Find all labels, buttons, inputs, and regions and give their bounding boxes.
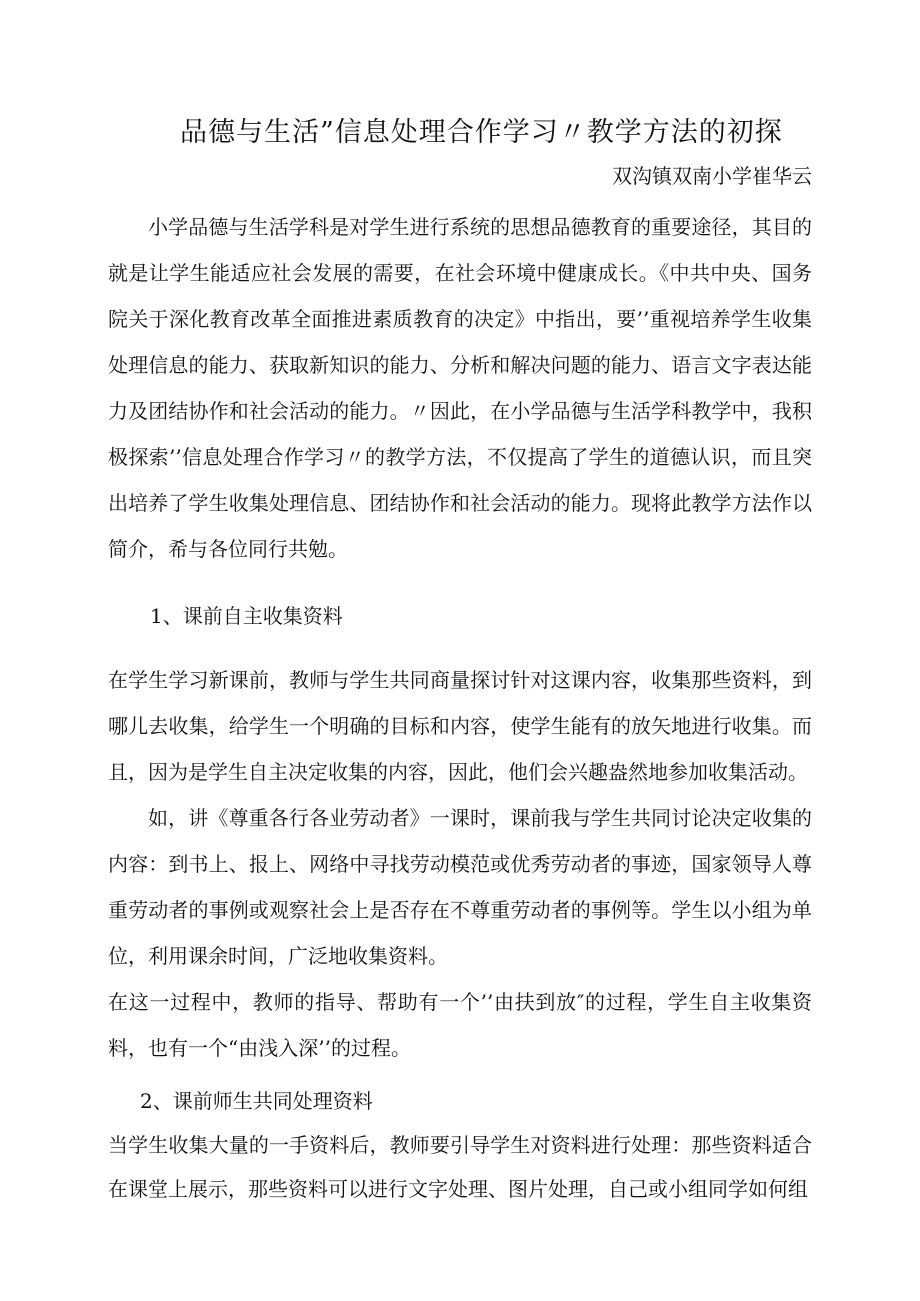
- section-1-paragraph-1: 在学生学习新课前，教师与学生共同商量探讨针对这课内容，收集那些资料，到哪儿去收集，给学生一个明确的目标和内容，使学生能有的放矢地进行收集。而且，因为是学生自主决定收集的内容，因此，他们会兴趣盎然地参加收集活动。: [108, 668, 812, 784]
- intro-paragraph: 小学品德与生活学科是对学生进行系统的思想品德教育的重要途径，其目的就是让学生能适应社会发展的需要，在社会环境中健康成长。《中共中央、国务院关于深化教育改革全面推进素质教育的决定》中指出，要’’重视培养学生收集处理信息的能力、获取新知识的能力、分析和解决问题的能力、语言文字表达能力及团结协作和社会活动的能力。〃因此，在小学品德与生活学科教学中，我积极探索’’信息处理合作学习〃的教学方法，不仅提高了学生的道德认识，而且突出培养了学生收集处理信息、团结协作和社会活动的能力。现将此教学方法作以简介，希与各位同行共勉。: [108, 215, 812, 561]
- section-1-paragraph-3: 在这一过程中，教师的指导、帮助有一个’’由扶到放″的过程，学生自主收集资料，也有一个“由浅入深’’的过程。: [108, 990, 812, 1060]
- section-1-heading: 1、课前自主收集资料: [150, 604, 343, 628]
- document-title: 品德与生活”信息处理合作学习〃教学方法的初探: [180, 117, 783, 148]
- author-line: 双沟镇双南小学崔华云: [612, 164, 812, 188]
- section-2-paragraph-1: 当学生收集大量的一手资料后，教师要引导学生对资料进行处理：那些资料适合在课堂上展示，那些资料可以进行文字处理、图片处理，自己或小组同学如何组: [108, 1133, 812, 1201]
- section-2-heading: 2、课前师生共同处理资料: [140, 1089, 373, 1113]
- section-1-paragraph-2: 如，讲《尊重各行各业劳动者》一课时，课前我与学生共同讨论决定收集的内容：到书上、报上、网络中寻找劳动模范或优秀劳动者的事迹，国家领导人尊重劳动者的事例或观察社会上是否存在不尊重劳动者的事例等。学生以小组为单位，利用课余时间，广泛地收集资料。: [108, 806, 812, 968]
